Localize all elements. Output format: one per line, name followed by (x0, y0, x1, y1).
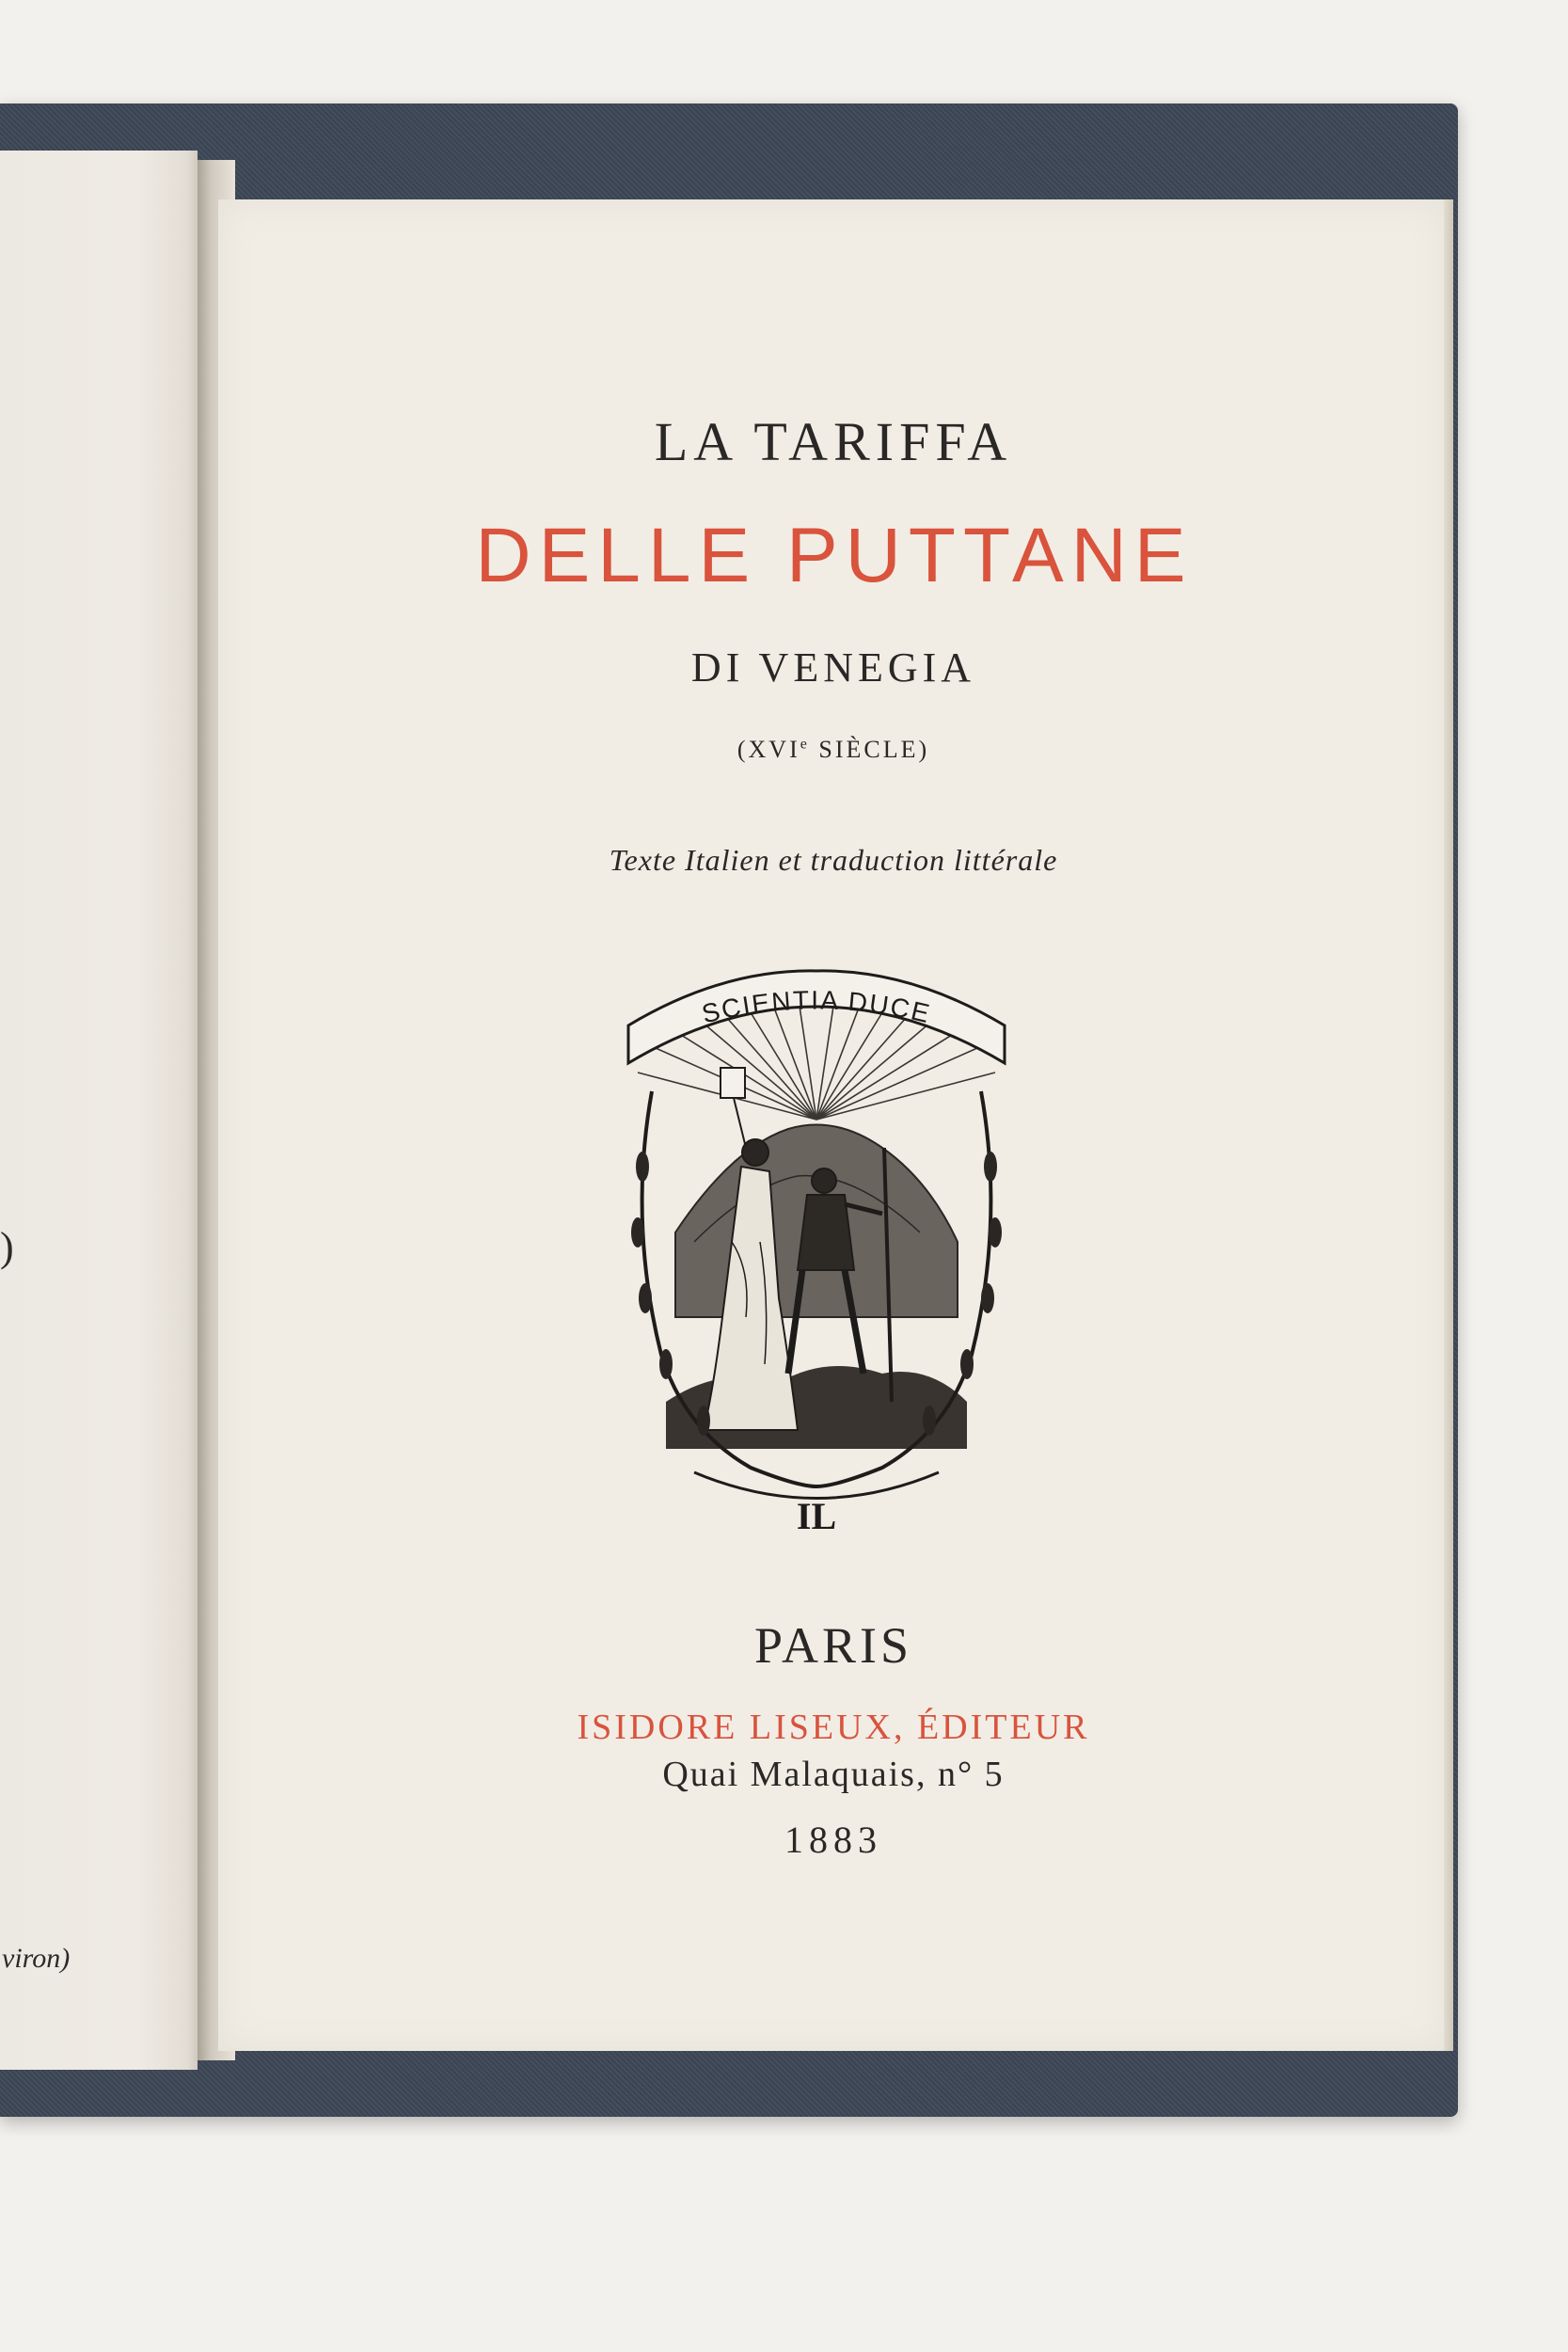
motto-ribbon (628, 971, 1005, 1063)
century-suffix: SIÈCLE) (809, 736, 930, 763)
motto-text: SCIENTIA DUCE (699, 985, 934, 1029)
century-note (218, 736, 1449, 764)
title-line-2: DELLE PUTTANE (475, 513, 1194, 598)
left-page-fragment-paren: ) (0, 1224, 14, 1270)
title-line-1: LA TARIFFA (654, 411, 1013, 472)
imprint-place: PARIS (753, 1617, 913, 1674)
printer-device-vignette (610, 960, 1023, 1543)
subtitle: Texte Italien et traduction littérale (609, 843, 1058, 877)
left-page-fragment-text: viron) (2, 1943, 71, 1974)
left-page (0, 151, 198, 2070)
imprint-year: 1883 (784, 1819, 882, 1861)
century-sup: e (800, 736, 810, 753)
title-line-3: DI VENEGIA (690, 644, 976, 691)
imprint-publisher: ISIDORE LISEUX, ÉDITEUR (577, 1708, 1090, 1747)
monogram: IL (796, 1495, 837, 1537)
century-prefix: (XVI (736, 736, 800, 763)
imprint-address: Quai Malaquais, n° 5 (662, 1755, 1005, 1794)
